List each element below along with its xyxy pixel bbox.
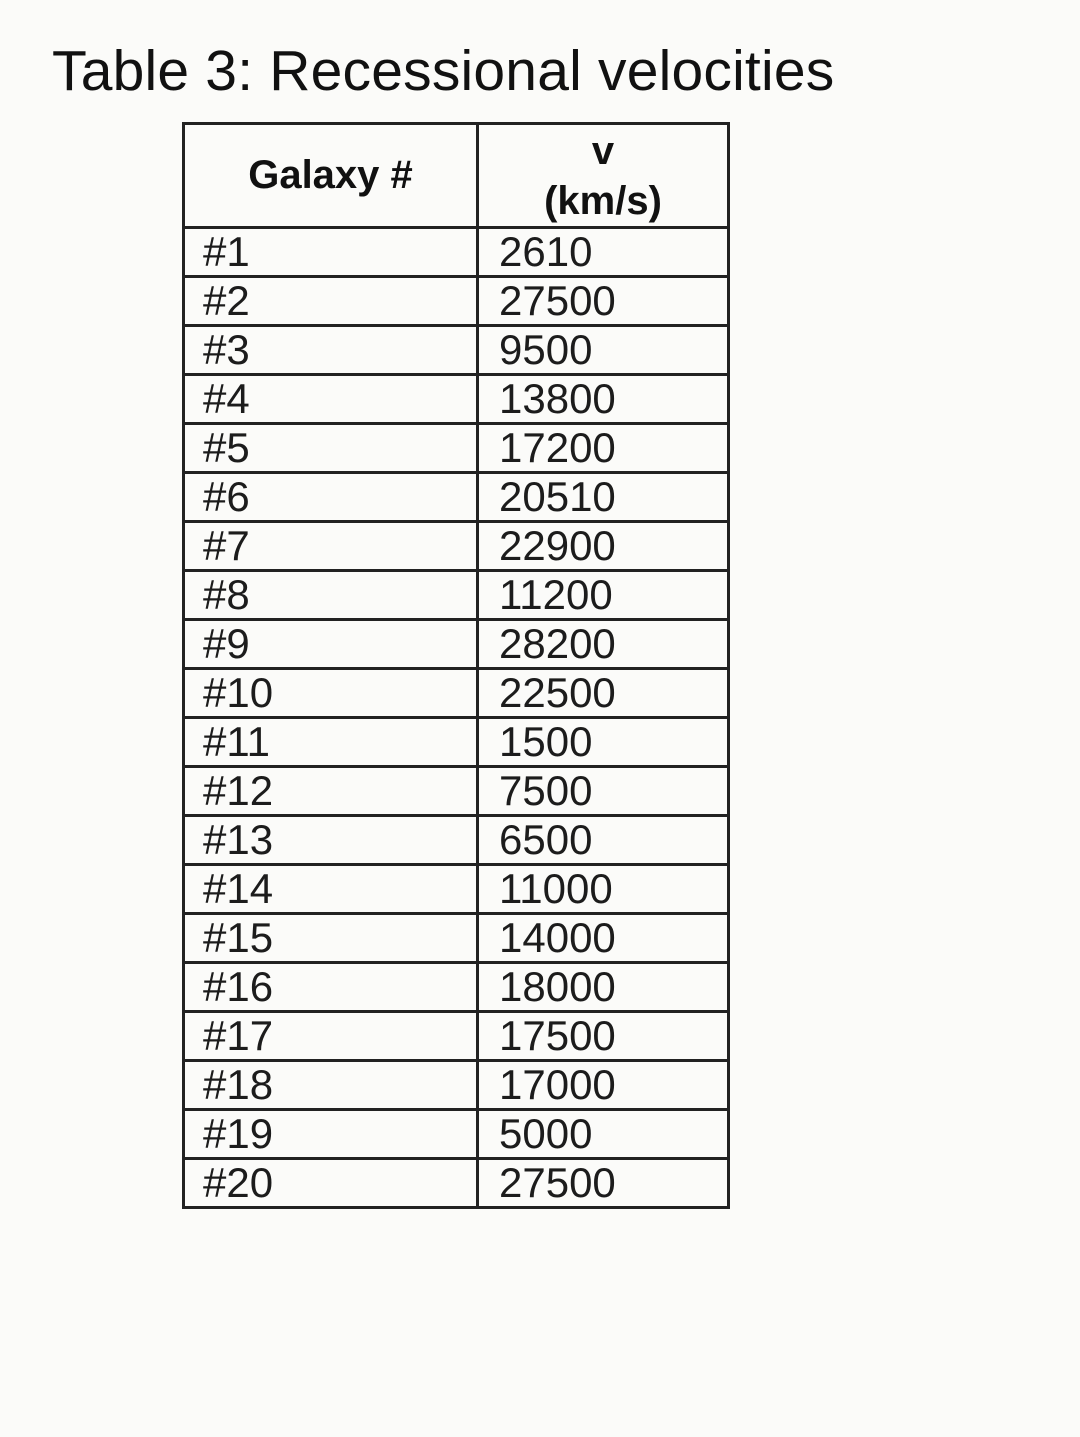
velocity-cell: 17000 bbox=[478, 1061, 729, 1110]
galaxy-cell: #14 bbox=[184, 865, 478, 914]
galaxy-cell: #7 bbox=[184, 522, 478, 571]
galaxy-cell: #17 bbox=[184, 1012, 478, 1061]
velocity-cell: 5000 bbox=[478, 1110, 729, 1159]
table-row bbox=[184, 424, 729, 473]
galaxy-cell: #18 bbox=[184, 1061, 478, 1110]
galaxy-cell: #8 bbox=[184, 571, 478, 620]
velocity-symbol: v bbox=[591, 128, 615, 173]
velocity-unit: (km/s) bbox=[544, 178, 662, 223]
velocity-cell: 1500 bbox=[478, 718, 729, 767]
table-row bbox=[184, 571, 729, 620]
galaxy-cell: #20 bbox=[184, 1159, 478, 1208]
velocity-cell: 13800 bbox=[478, 375, 729, 424]
table-row bbox=[184, 1159, 729, 1208]
galaxy-cell: #10 bbox=[184, 669, 478, 718]
galaxy-cell: #9 bbox=[184, 620, 478, 669]
galaxy-cell: #12 bbox=[184, 767, 478, 816]
table-row bbox=[184, 669, 729, 718]
galaxy-cell: #1 bbox=[184, 228, 478, 277]
column-header-galaxy: Galaxy # bbox=[184, 124, 478, 228]
column-header-velocity bbox=[478, 124, 729, 228]
galaxy-cell: #13 bbox=[184, 816, 478, 865]
velocity-cell: 11200 bbox=[478, 571, 729, 620]
velocity-cell: 7500 bbox=[478, 767, 729, 816]
galaxy-cell: #15 bbox=[184, 914, 478, 963]
velocity-cell: 9500 bbox=[478, 326, 729, 375]
galaxy-cell: #5 bbox=[184, 424, 478, 473]
velocity-cell: 11000 bbox=[478, 865, 729, 914]
table-row bbox=[184, 228, 729, 277]
velocity-cell: 20510 bbox=[478, 473, 729, 522]
velocity-cell: 22900 bbox=[478, 522, 729, 571]
velocity-table bbox=[182, 122, 730, 1209]
table-row bbox=[184, 816, 729, 865]
table-row bbox=[184, 767, 729, 816]
velocity-cell: 17200 bbox=[478, 424, 729, 473]
table-row bbox=[184, 326, 729, 375]
table-body bbox=[184, 228, 729, 1208]
table-row bbox=[184, 1110, 729, 1159]
page-title: Table 3: Recessional velocities bbox=[52, 39, 835, 103]
table-row bbox=[184, 620, 729, 669]
table-row bbox=[184, 963, 729, 1012]
galaxy-cell: #16 bbox=[184, 963, 478, 1012]
table-row bbox=[184, 522, 729, 571]
velocity-cell: 27500 bbox=[478, 1159, 729, 1208]
velocity-cell: 14000 bbox=[478, 914, 729, 963]
table-row bbox=[184, 914, 729, 963]
table-row bbox=[184, 1061, 729, 1110]
galaxy-cell: #4 bbox=[184, 375, 478, 424]
galaxy-cell: #3 bbox=[184, 326, 478, 375]
velocity-cell: 22500 bbox=[478, 669, 729, 718]
velocity-cell: 6500 bbox=[478, 816, 729, 865]
galaxy-cell: #6 bbox=[184, 473, 478, 522]
table-row bbox=[184, 718, 729, 767]
velocity-cell: 27500 bbox=[478, 277, 729, 326]
galaxy-cell: #11 bbox=[184, 718, 478, 767]
table-row bbox=[184, 277, 729, 326]
galaxy-cell: #19 bbox=[184, 1110, 478, 1159]
galaxy-cell: #2 bbox=[184, 277, 478, 326]
velocity-cell: 28200 bbox=[478, 620, 729, 669]
table-header-row bbox=[184, 124, 729, 228]
table-row bbox=[184, 1012, 729, 1061]
table-row bbox=[184, 473, 729, 522]
table-row bbox=[184, 865, 729, 914]
velocity-cell: 2610 bbox=[478, 228, 729, 277]
velocity-cell: 18000 bbox=[478, 963, 729, 1012]
velocity-cell: 17500 bbox=[478, 1012, 729, 1061]
table-row bbox=[184, 375, 729, 424]
